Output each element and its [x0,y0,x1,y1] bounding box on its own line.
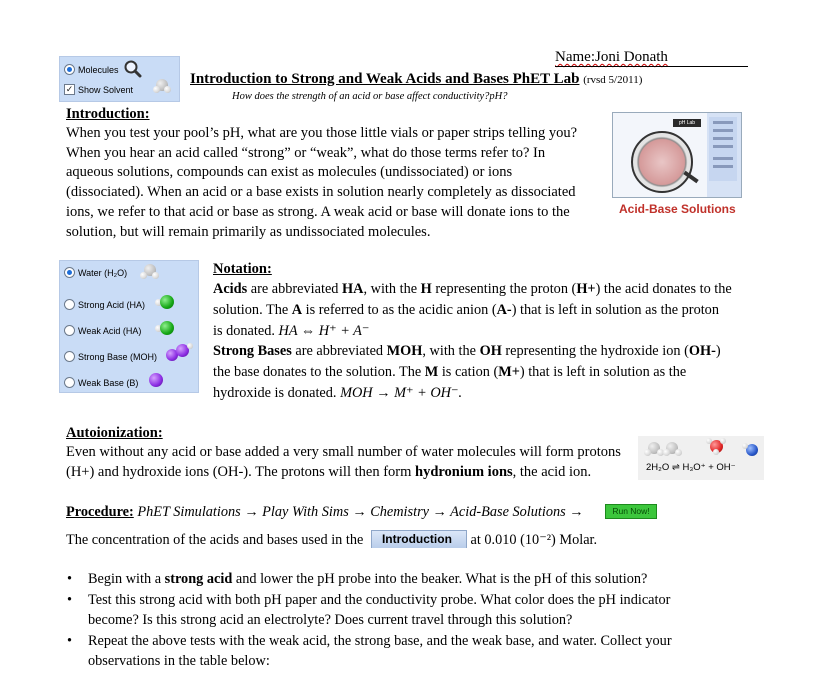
autoionization-diagram [638,436,764,480]
acids-line: solution. The A is referred to as the acidic anion (A-) that is left in solution as the proton [213,301,719,318]
molecules-option[interactable]: Molecules [64,64,119,75]
solution-option[interactable]: Strong Acid (HA) [64,299,145,310]
solution-radio[interactable] [64,267,75,278]
notation-heading: Notation: [213,261,272,277]
base-equation: MOH → M⁺ + OH⁻. [340,384,463,401]
ph-meter-label: pH Lab [673,119,701,127]
solution-option[interactable]: Weak Base (B) [64,377,138,388]
autoionization-heading: Autoionization: [66,425,163,441]
instruction-list [64,569,714,672]
molecules-radio[interactable] [64,64,75,75]
acids-line: Acids are abbreviated HA, with the H representing the proton (H+) the acid donates to the [213,281,732,297]
solution-radio[interactable] [64,377,75,388]
list-item: • Test this strong acid with both pH paper and the conductivity probe. What color does the pH indicator become? Is this strong acid an electrolyte? Does current travel through this solution? [64,590,714,631]
concentration-line: The concentration of the acids and bases used in the Introduction at 0.010 (10⁻²) Molar. [66,532,598,548]
introduction-tab[interactable]: Introduction [371,530,467,548]
solution-option[interactable]: Weak Acid (HA) [64,325,141,336]
solution-option[interactable]: Strong Base (MOH) [64,351,157,362]
show-solvent-checkbox[interactable]: ✓ [65,84,74,95]
show-solvent-option[interactable]: ✓ Show Solvent [65,84,134,95]
intro-line: When you test your pool’s pH, what are you those little vials or paper strips telling you? [66,125,578,141]
acids-line: is donated. HA ⇔ H⁺ + A⁻ [213,322,370,339]
magnifier-icon [124,60,142,78]
notation-text [213,279,758,404]
solution-radio[interactable] [64,299,75,310]
introduction-text [66,124,606,242]
student-name-text: Name:Joni Donath [555,49,668,65]
bases-line: hydroxide is donated. MOH → M⁺ + OH⁻. [213,384,463,401]
beaker-icon [631,131,693,193]
solution-panel [59,260,199,393]
bases-line: Strong Bases are abbreviated MOH, with the OH representing the hydroxide ion (OH-) [213,343,721,360]
subtitle-text: How does the strength of an acid or base affect conductivity?pH? [232,91,508,102]
autoionization-text: Even without any acid or base added a very small number of water molecules will form protons (H+) and hydroxide ions (OH-). The protons will then form hydronium ions, the acid ion. [66,444,621,480]
intro-line: (dissociated). When an acid or a base exists in solution nearly completely as dissociated [66,184,576,201]
bases-line: the base donates to the solution. The M is cation (M+) that is left in solution as the [213,364,687,381]
list-item: • Repeat the above tests with the weak acid, the strong base, and the weak base, and water. Collect your observations in the table below: [64,631,714,672]
sim-thumbnail[interactable] [612,112,742,198]
procedure-line: Procedure: PhET Simulations → Play With Sims → Chemistry → Acid-Base Solutions → [66,504,584,520]
student-name [555,49,668,66]
autoionization-equation: 2H₂O ⇌ H₃O⁺ + OH⁻ [646,462,736,473]
page-subtitle [232,91,507,102]
solution-radio[interactable] [64,325,75,336]
introduction-heading: Introduction: [66,106,150,122]
list-item: • Begin with a strong acid and lower the pH probe into the beaker. What is the pH of this solution? [64,569,714,590]
intro-line: When you hear an acid called “strong” or “weak”, what do those terms refer to? In [66,144,546,161]
view-panel [59,56,180,102]
name-underline [555,66,748,67]
intro-line: aqueous solutions, compounds can exist as molecules (undissociated) or ions [66,164,513,181]
title-text: Introduction to Strong and Weak Acids and Bases PhET Lab [190,71,580,87]
sim-caption: Acid-Base Solutions [619,202,736,216]
acid-equation: HA ⇔ H⁺ + A⁻ [278,322,370,339]
run-now-button[interactable]: Run Now! [605,504,657,519]
intro-line: ions, we refer to that acid or base as strong. A weak acid or base will donate ions to the [66,203,570,220]
intro-line: solution, but will remain primarily as undissociated molecules. [66,223,431,240]
page-title [190,71,642,88]
solution-option[interactable]: Water (H₂O) [64,267,127,278]
procedure-path: PhET Simulations → Play With Sims → Chemistry → Acid-Base Solutions → [133,504,584,520]
solution-radio[interactable] [64,351,75,362]
revision-text: (rvsd 5/2011) [583,74,643,86]
